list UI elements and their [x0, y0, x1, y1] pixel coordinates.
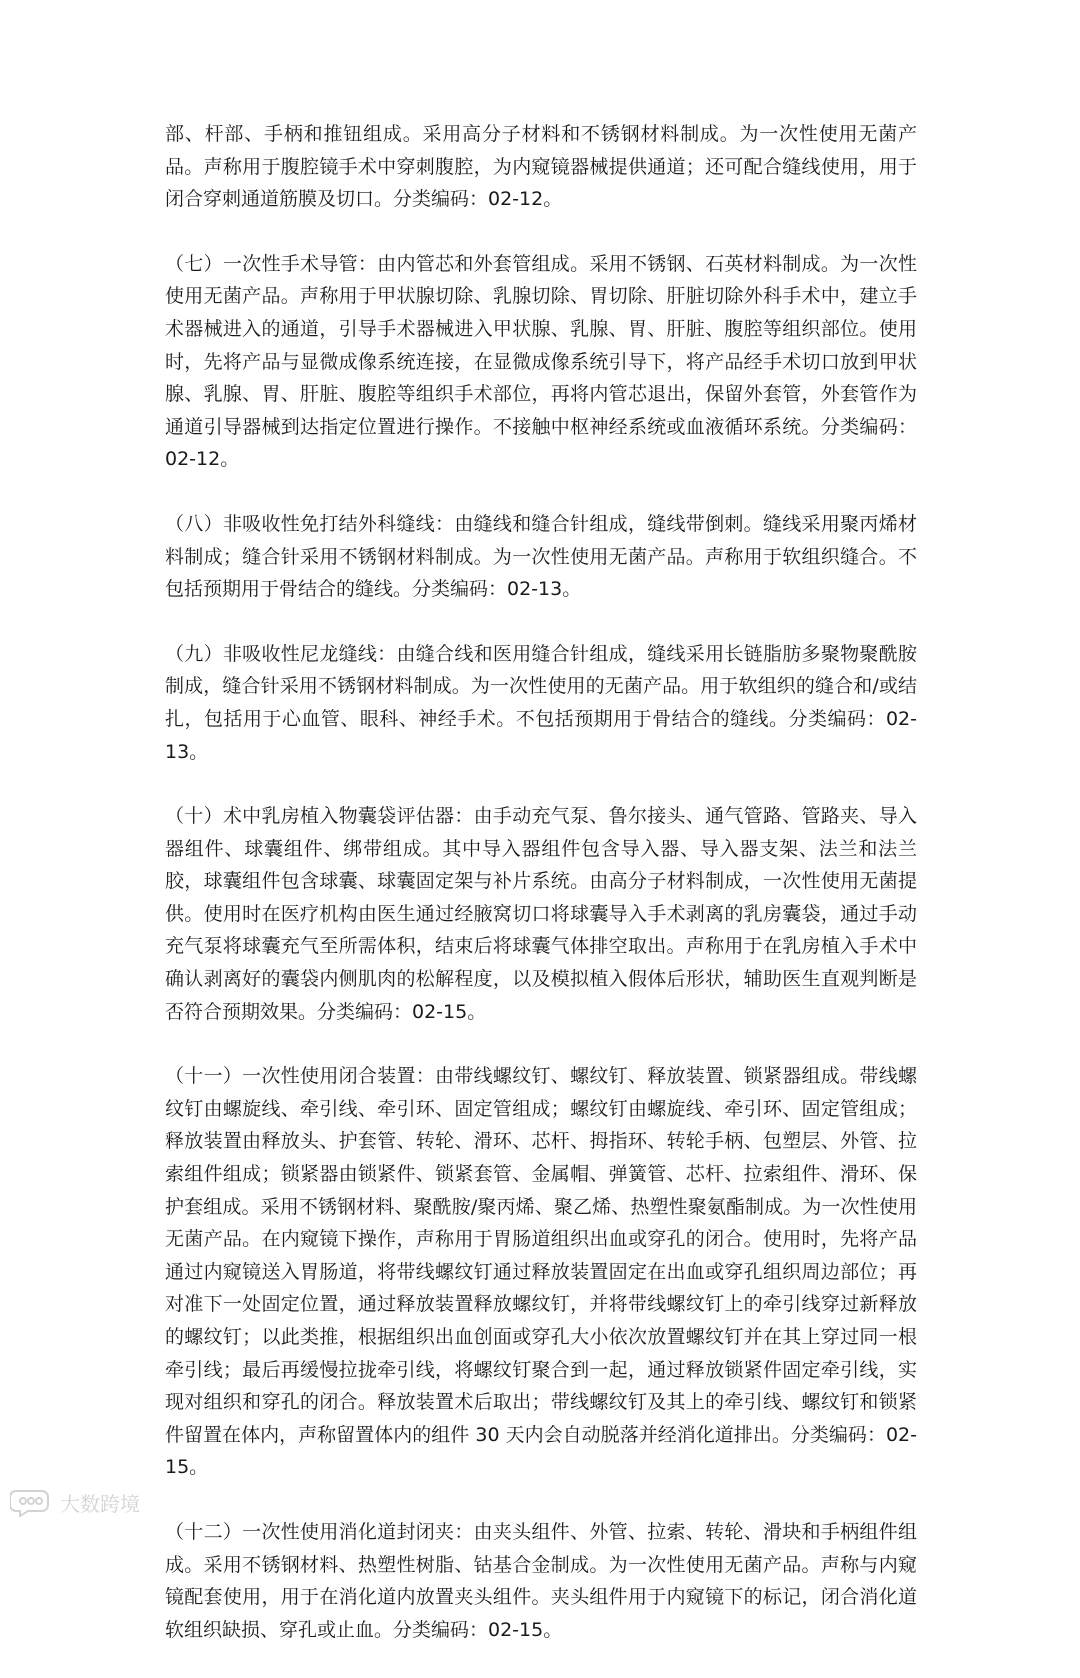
document-body [165, 118, 917, 1678]
paragraph-item-10: （十）术中乳房植入物囊袋评估器：由手动充气泵、鲁尔接头、通气管路、管路夹、导入器组件、球囊组件、绑带组成。其中导入器组件包含导入器、导入器支架、法兰和法兰胶，球囊组件包含球囊、球囊固定架与补片系统。由高分子材料制成，一次性使用无菌提供。使用时在医疗机构由医生通过经腋窝切口将球囊导入手术剥离的乳房囊袋，通过手动充气泵将球囊充气至所需体积，结束后将球囊气体排空取出。声称用于在乳房植入手术中确认剥离好的囊袋内侧肌肉的松解程度，以及模拟植入假体后形状，辅助医生直观判断是否符合预期效果。分类编码：02-15。 [165, 805, 917, 1023]
speech-bubble-logo-icon [10, 1487, 54, 1517]
paragraph-item-8: （八）非吸收性免打结外科缝线：由缝线和缝合针组成，缝线带倒刺。缝线采用聚丙烯材料制成；缝合针采用不锈钢材料制成。为一次性使用无菌产品。声称用于软组织缝合。不包括预期用于骨结合的缝线。分类编码：02-13。 [165, 512, 917, 601]
paragraph-intro-continuation: 部、杆部、手柄和推钮组成。采用高分子材料和不锈钢材料制成。为一次性使用无菌产品。声称用于腹腔镜手术中穿刺腹腔，为内窥镜器械提供通道；还可配合缝线使用，用于闭合穿刺通道筋膜及切口。分类编码：02-12。 [165, 123, 917, 211]
watermark [10, 1487, 140, 1517]
paragraph-item-12: （十二）一次性使用消化道封闭夹：由夹头组件、外管、拉索、转轮、滑块和手柄组件组成。采用不锈钢材料、热塑性树脂、钴基合金制成。为一次性使用无菌产品。声称与内窥镜配套使用，用于在消化道内放置夹头组件。夹头组件用于内窥镜下的标记，闭合消化道软组织缺损、穿孔或止血。分类编码：02-15。 [165, 1520, 917, 1641]
paragraph-item-9: （九）非吸收性尼龙缝线：由缝合线和医用缝合针组成，缝线采用长链脂肪多聚物聚酰胺制成，缝合针采用不锈钢材料制成。为一次性使用的无菌产品。用于软组织的缝合和/或结扎，包括用于心血管、眼科、神经手术。不包括预期用于骨结合的缝线。分类编码：02-13。 [165, 642, 917, 763]
paragraph-item-7: （七）一次性手术导管：由内管芯和外套管组成。采用不锈钢、石英材料制成。为一次性使用无菌产品。声称用于甲状腺切除、乳腺切除、胃切除、肝脏切除外科手术中，建立手术器械进入的通道，引导手术器械进入甲状腺、乳腺、胃、肝脏、腹腔等组织部位。使用时，先将产品与显微成像系统连接，在显微成像系统引导下，将产品经手术切口放到甲状腺、乳腺、胃、肝脏、腹腔等组织手术部位，再将内管芯退出，保留外套管，外套管作为通道引导器械到达指定位置进行操作。不接触中枢神经系统或血液循环系统。分类编码：02-12。 [165, 252, 917, 471]
paragraph-item-11: （十一）一次性使用闭合装置：由带线螺纹钉、螺纹钉、释放装置、锁紧器组成。带线螺纹钉由螺旋线、牵引线、牵引环、固定管组成；螺纹钉由螺旋线、牵引环、固定管组成；释放装置由释放头、护套管、转轮、滑环、芯杆、拇指环、转轮手柄、包塑层、外管、拉索组件组成；锁紧器由锁紧件、锁紧套管、金属帽、弹簧管、芯杆、拉索组件、滑环、保护套组成。采用不锈钢材料、聚酰胺/聚丙烯、聚乙烯、热塑性聚氨酯制成。为一次性使用无菌产品。在内窥镜下操作，声称用于胃肠道组织出血或穿孔的闭合。使用时，先将产品通过内窥镜送入胃肠道，将带线螺纹钉通过释放装置固定在出血或穿孔组织周边部位；再对准下一处固定位置，通过释放装置释放螺纹钉，并将带线螺纹钉上的牵引线穿过新释放的螺纹钉；以此类推，根据组织出血创面或穿孔大小依次放置螺纹钉并在其上穿过同一根牵引线；最后再缓慢拉拢牵引线，将螺纹钉聚合到一起，通过释放锁紧件固定牵引线，实现对组织和穿孔的闭合。释放装置术后取出；带线螺纹钉及其上的牵引线、螺纹钉和锁紧件留置在体内，声称留置体内的组件 30 天内会自动脱落并经消化道排出。分类编码：02-15。 [165, 1065, 917, 1479]
watermark-text: 大数跨境 [60, 1491, 140, 1516]
